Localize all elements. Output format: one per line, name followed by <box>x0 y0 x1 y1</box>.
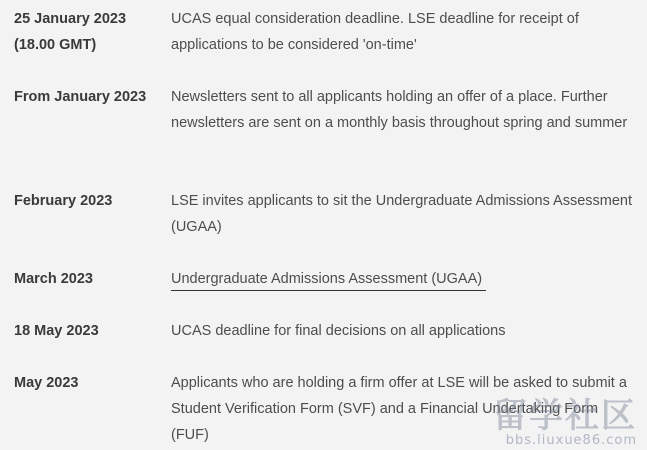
timeline-date: From January 2023 <box>14 89 147 105</box>
timeline-date: May 2023 <box>14 375 79 391</box>
watermark-logo: 留学社区 <box>493 396 637 436</box>
timeline-description: UCAS deadline for final decisions on all applications <box>171 323 506 339</box>
timeline-description: LSE invites applicants to sit the Undergraduate Admissions Assessment (UGAA) <box>171 193 633 235</box>
timeline-description: UCAS equal consideration deadline. LSE deadline for receipt of applications to be considered 'on-time' <box>171 11 579 53</box>
date-note: (18.00 GMT) <box>14 37 97 53</box>
timeline-date <box>14 6 164 58</box>
date-label: 25 January 2023 <box>14 11 127 27</box>
timeline-date: March 2023 <box>14 271 93 287</box>
timeline-date: February 2023 <box>14 193 113 209</box>
timeline-description <box>171 266 639 292</box>
timeline-date: 18 May 2023 <box>14 323 99 339</box>
timeline-description: Newsletters sent to all applicants holding an offer of a place. Further newsletters are sent on a monthly basis throughout spring and summer <box>171 89 628 131</box>
watermark-url: bbs.liuxue86.com <box>505 433 637 448</box>
ugaa-link[interactable]: Undergraduate Admissions Assessment (UGAA) <box>171 268 486 291</box>
timeline-description: Applicants who are holding a firm offer at LSE will be asked to submit a Student Verification Form (SVF) and a Financial Undertaking Form (FUF) <box>171 375 627 443</box>
